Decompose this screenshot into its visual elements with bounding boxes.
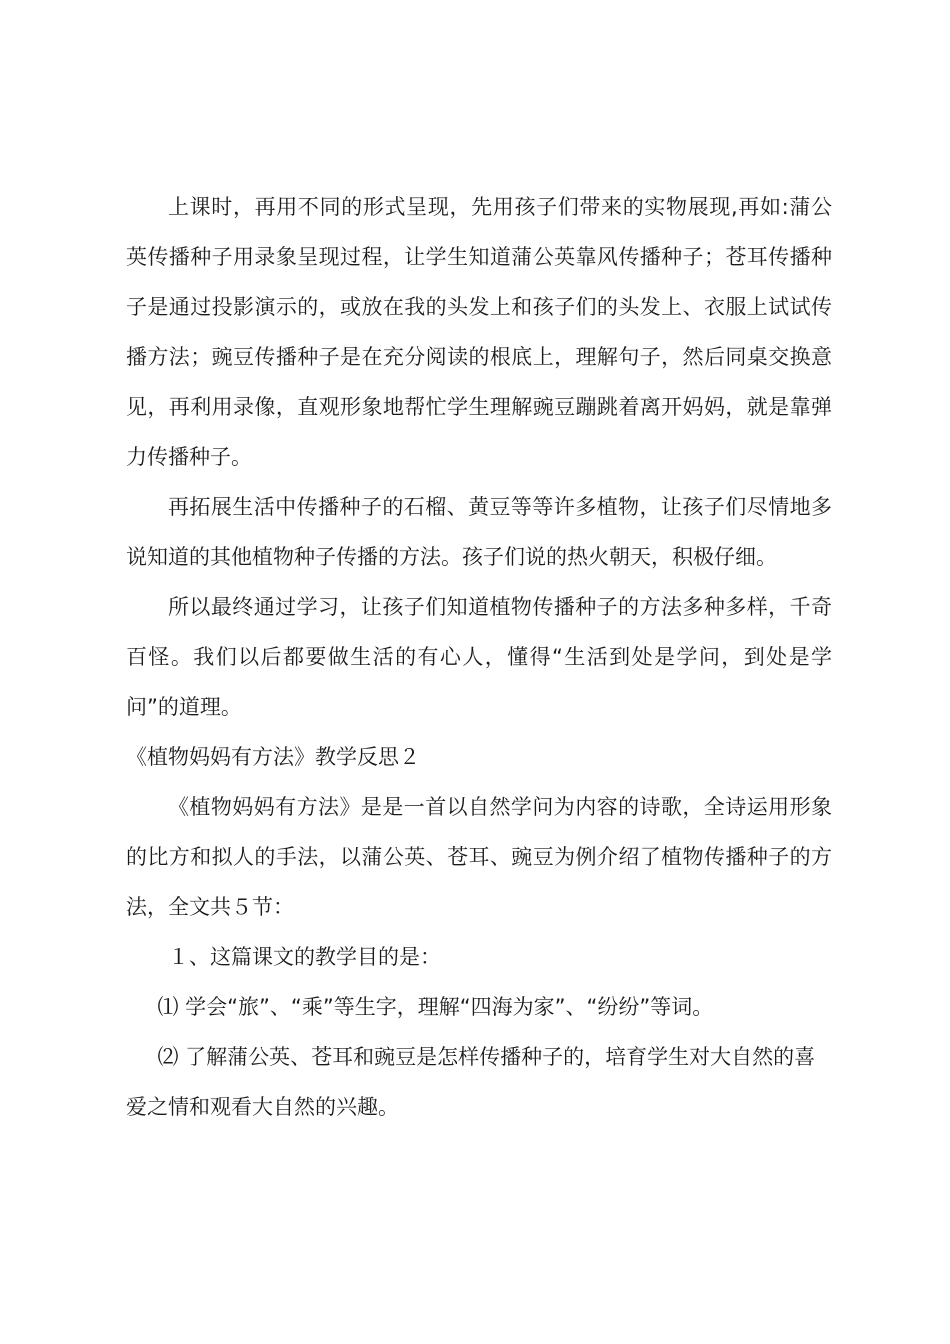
goal-item-2: ⑵ 了解蒲公英、苍耳和豌豆是怎样传播种子的，培育学生对大自然的喜爱之情和观看大自然的兴趣。 bbox=[126, 1045, 816, 1119]
goal-item-1: ⑴ 学会“旅”、“乘”等生字，理解“四海为家”、“纷纷”等词。 bbox=[157, 995, 714, 1019]
document-body bbox=[126, 182, 832, 1132]
body-paragraph-3: 所以最终通过学习，让孩子们知道植物传播种子的方法多种多样，千奇百怪。我们以后都要做生活的有心人，懂得“生活到处是学问，到处是学问”的道理。 bbox=[126, 595, 832, 719]
goal-heading: １、这篇课文的教学目的是： bbox=[168, 945, 441, 969]
intro-paragraph: 《植物妈妈有方法》是是一首以自然学问为内容的诗歌，全诗运用形象的比方和拟人的手法，以蒲公英、苍耳、豌豆为例介绍了植物传播种子的方法，全文共５节： bbox=[126, 795, 832, 919]
body-paragraph-1: 上课时，再用不同的形式呈现，先用孩子们带来的实物展现,再如:蒲公英传播种子用录象呈现过程，让学生知道蒲公英靠风传播种子；苍耳传播种子是通过投影演示的，或放在我的头发上和孩子们的头发上、衣服上试试传播方法；豌豆传播种子是在充分阅读的根底上，理解句子，然后同桌交换意见，再利用录像，直观形象地帮忙学生理解豌豆蹦跳着离开妈妈，就是靠弹力传播种子。 bbox=[126, 195, 832, 469]
section-title: 《植物妈妈有方法》教学反思２ bbox=[126, 745, 420, 769]
body-paragraph-2: 再拓展生活中传播种子的石榴、黄豆等等许多植物，让孩子们尽情地多说知道的其他植物种子传播的方法。孩子们说的热火朝天，积极仔细。 bbox=[126, 495, 832, 569]
